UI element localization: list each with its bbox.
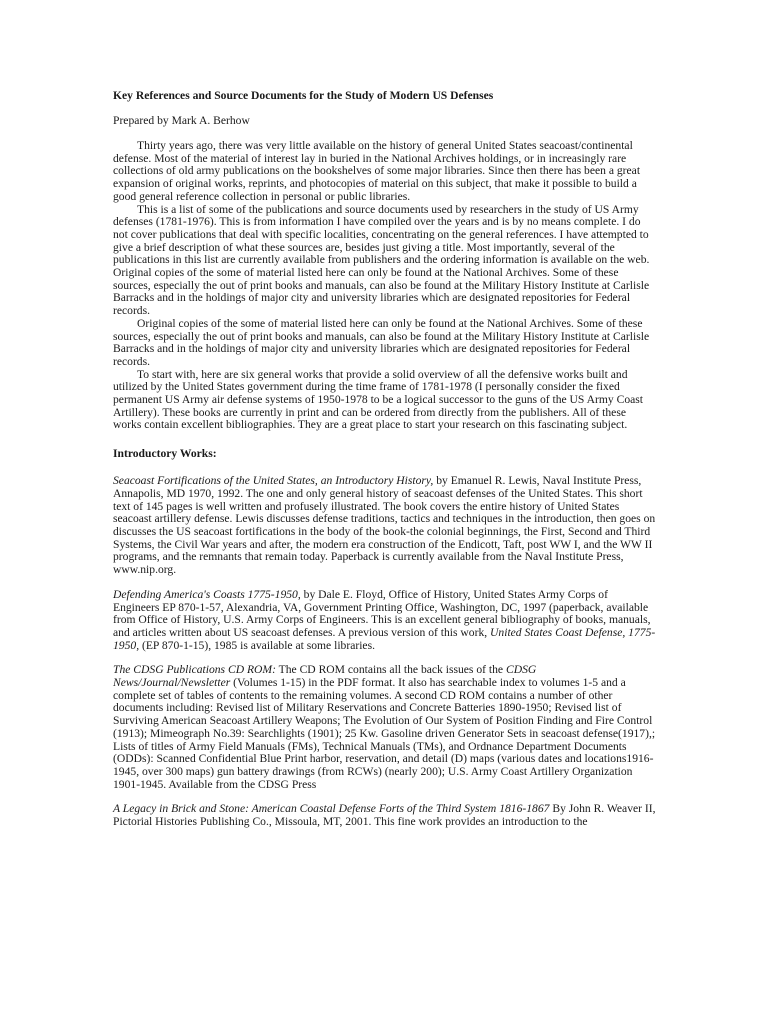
- reference-description: by Emanuel R. Lewis, Naval Institute Press, Annapolis, MD 1970, 1992. The one and only general history of seacoast defenses of the United States. This short text of 145 pages is well written and profusely illustrated. The book covers the entire history of United States seacoast artillery defense. Lewis discusses defense traditions, tactics and techniques in the introduction, then goes on discusses the US seacoast fortifications in the body of the book-the colonial beginnings, the First, Second and Third Systems, the Civil War years and after, the modern era construction of the Endicott, Taft, post WW I, and the WW II programs, and the remnants that remain today. Paperback is currently available from the Naval Institute Press, www.nip.org.: [113, 474, 656, 577]
- reference-alt-title: CDSG News/Journal/Newsletter: [113, 663, 537, 690]
- reference-title: A Legacy in Brick and Stone: American Coastal Defense Forts of the Third System 1816-1867: [113, 802, 550, 816]
- reference-description: , by Dale E. Floyd, Office of History, United States Army Corps of Engineers EP 870-1-57, Alexandria, VA, Government Printing Office, Washington, DC, 1997 (paperback, available from Office of History, U.S. Army Corps of Engineers. This is an excellent general bibliography of books, manuals, and articles written about US seacoast defenses. A previous version of this work,: [113, 587, 651, 639]
- section-heading: Introductory Works:: [113, 447, 217, 461]
- intro-paragraph: To start with, here are six general works that provide a solid overview of all the defensive works built and utilized by the United States government during the time frame of 1781-1978 (I personally consider the fixed permanent US Army air defense systems of 1950-1978 to be a logical successor to the guns of the US Army Coast Artillery). These books are currently in print and can be ordered from directly from the publishers. All of these works contain excellent bibliographies. They are a great place to start your research on this fascinating subject.: [113, 367, 643, 432]
- reference-title: The CDSG Publications CD ROM:: [113, 663, 276, 677]
- reference-alt-title: United States Coast Defense, 1775-1950,: [113, 625, 656, 652]
- reference-title: Seacoast Fortifications of the United States, an Introductory History,: [113, 474, 434, 488]
- reference-title: Defending America's Coasts 1775-1950: [113, 587, 298, 601]
- intro-paragraph: This is a list of some of the publications and source documents used by researchers in the study of US Army defenses (1781-1976). This is from information I have compiled over the years and is by no means complete. I do not cover publications that deal with specific localities, concentrating on the general references. I have attempted to give a brief description of what these sources are, besides just giving a title. Most importantly, several of the publications in this list are currently available from publishers and the ordering information is available on the web. Original copies of the some of material listed here can only be found at the National Archives. Some of these sources, especially the out of print books and manuals, can also be found at the Military History Institute at Carlisle Barracks and in the holdings of major city and university libraries which are designated repositories for Federal records.: [113, 202, 650, 318]
- intro-paragraph: Original copies of the some of material listed here can only be found at the National Archives. Some of these sources, especially the out of print books and manuals, can also be found at the Military History Institute at Carlisle Barracks and in the holdings of major city and university libraries which are designated repositories for Federal records.: [113, 316, 650, 368]
- reference-entry: [113, 475, 656, 577]
- reference-entry: [113, 589, 656, 653]
- reference-entry: [113, 664, 656, 791]
- reference-description: By John R. Weaver II, Pictorial Histories Publishing Co., Missoula, MT, 2001. This fine work provides an introduction to the: [113, 802, 656, 829]
- reference-description: (EP 870-1-15), 1985 is available at some libraries.: [139, 638, 375, 652]
- reference-entry: [113, 803, 656, 828]
- reference-description: The CD ROM contains all the back issues of the: [275, 663, 506, 677]
- document-title: Key References and Source Documents for the Study of Modern US Defenses: [113, 89, 494, 102]
- intro-paragraph: Thirty years ago, there was very little available on the history of general United States seacoast/continental defense. Most of the material of interest lay in buried in the National Archives holdings, or in increasingly rare collections of old army publications on the bookshelves of some major libraries. Since then there has been a great expansion of original works, reprints, and photocopies of material on this subject, that make it possible to build a good general reference collection in personal or public libraries.: [113, 139, 641, 203]
- author-byline: Prepared by Mark A. Berhow: [113, 114, 250, 127]
- reference-description: (Volumes 1-15) in the PDF format. It also has searchable index to volumes 1-5 and a complete set of tables of contents to the remaining volumes. A second CD ROM contains a number of other documents including: Revised list of Military Reservations and Concrete Batteries 1890-1950; Revised list of Surviving American Seacoast Artillery Weapons; The Evolution of Our System of Position Finding and Fire Control (1913); Mimeograph No.39: Searchlights (1901); 25 Kw. Gasoline driven Generator Sets in seacoast defense(1917),; Lists of titles of Army Field Manuals (FMs), Technical Manuals (TMs), and Ordnance Department Documents (ODDs): Scanned Confidential Blue Print harbor, reservation, and detail (D) maps (various dates and locations1916-1945, over 300 maps) gun battery drawings (from RCWs) (nearly 200); U.S. Army Coast Artillery Organization 1901-1945. Available from the CDSG Press: [113, 676, 656, 791]
